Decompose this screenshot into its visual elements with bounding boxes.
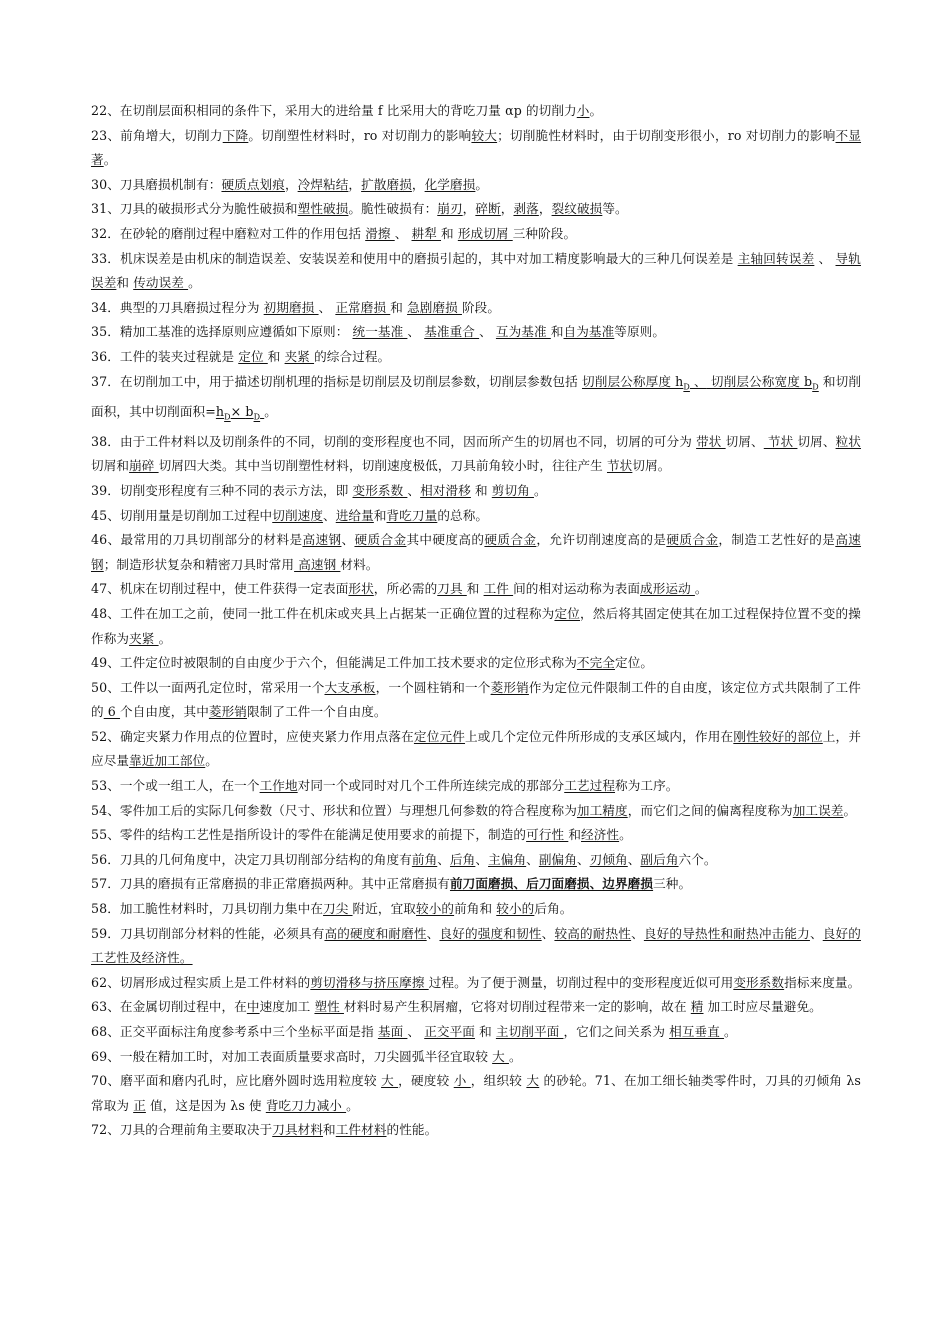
question-text: 指标来度量。 [784,974,861,990]
question-text: 和 [550,324,564,340]
question-text: 。 [619,827,632,843]
question-text: 48、工件在加工之前，使同一批工件在机床或夹具上占据某一正确位置的过程称为 [91,605,555,621]
question-text: 阶段。 [461,299,501,315]
answer-blank: 副后角 [640,851,679,867]
answer-blank: 相互垂直 [669,1024,725,1039]
answer-blank: 崩碎 [129,458,159,474]
answer-blank: 高速钢 [302,532,342,548]
question-text: 、 [426,925,440,941]
question-text: 、 [407,1024,425,1039]
question-text: 和 [390,299,408,315]
answer-blank: 大支承板 [324,679,376,695]
question-text: 59．刀具切削部分材料的性能，必须具有 [91,925,325,941]
question-text: 。 [843,802,857,818]
question-text: 。 [694,581,708,597]
question-text: 31、刀具的破损形式分为脆性破损和 [91,201,298,217]
answer-blank: 塑性破损 [297,201,349,217]
question-text: 切屑和 [91,458,130,474]
question-text: 和 [470,482,492,498]
answer-blank: 变形系数 [352,482,408,498]
answer-blank: D [224,412,231,422]
answer-blank: 剪切滑移与挤压摩擦 [310,974,429,990]
answer-blank: 定位 [238,348,268,364]
question-text: 、 [437,851,450,867]
answer-blank: 、 [689,373,707,389]
answer-blank: 塑性 [314,999,344,1015]
answer-blank: 硬质点划痕 [221,176,285,192]
answer-blank: 统一基准 [352,324,408,340]
question-text: 、 [479,324,496,340]
answer-blank: 形状 [348,581,374,597]
question-text: 六个。 [678,851,717,867]
answer-blank: 粒状 [835,433,861,449]
question-paragraph [91,370,861,430]
question-text: 前角和 [454,901,497,917]
answer-blank: 菱形销 [208,704,247,720]
question-text: 。 [205,753,218,769]
answer-blank: 正 [133,1097,146,1113]
question-text: 、 [627,851,641,867]
answer-blank: 高速钢 [91,532,862,572]
answer-blank: h [215,403,225,419]
question-text: 。 [158,630,172,646]
question-text: 限制了工件一个自由度。 [246,704,387,720]
answer-blank: 主轴回转误差 [737,250,815,266]
answer-blank: 下降 [222,127,249,143]
question-text: 39．切削变形程度有三种不同的表示方法，即 [91,482,353,498]
question-text: 52、确定夹紧力作用点的位置时，应使夹紧力作用点落在 [91,728,414,744]
answer-blank: D [253,412,261,422]
answer-blank: 硬质合金 [354,532,407,548]
question-paragraph [91,1069,861,1118]
answer-blank: 切削层公称宽度 b [706,373,813,389]
answer-blank: 背吃刀量 [386,507,438,523]
question-text: 切屑。 [632,458,671,474]
question-text: 、 [341,532,355,548]
question-paragraph [91,651,861,676]
question-text: ， [284,176,298,192]
question-paragraph [91,99,861,124]
answer-blank: 基面 [377,1024,408,1039]
answer-blank: 前角 [411,851,438,867]
question-paragraph [91,971,861,996]
question-paragraph [91,922,861,971]
answer-blank: D [812,382,819,392]
question-paragraph [91,725,861,774]
answer-blank: 不显著 [91,127,862,168]
answer-blank: 形成切屑 [457,225,513,241]
question-text: 70、磨平面和磨内孔时，应比磨外圆时选用粒度较 [91,1073,382,1089]
question-text: 上，并应尽量 [91,728,862,769]
question-text: 45、切削用量是切削加工过程中 [91,507,273,523]
answer-blank: 良好的导热性和耐热冲击能力 [643,925,810,941]
answer-blank: 刚性较好的部位 [733,728,823,744]
answer-blank: 崩刃 [437,201,463,217]
answer-blank: 副偏角 [538,851,577,867]
question-text: 定位。 [615,655,654,671]
question-text: 、 [809,925,823,941]
question-text: 46、最常用的刀具切削部分的材料是 [91,532,303,548]
question-paragraph [91,320,861,345]
answer-blank: 大 [526,1073,540,1089]
answer-blank: 相对滑移 [420,482,471,498]
question-paragraph [91,1045,861,1070]
answer-blank: × [230,403,246,419]
answer-blank: 较大 [471,127,498,143]
question-text: 36．工件的装夹过程就是 [91,348,239,364]
question-paragraph [91,774,861,799]
question-text: 个自由度，其中 [120,704,209,720]
question-text: 和 [568,827,582,843]
question-text: ，一个圆柱销和一个 [375,679,491,695]
answer-blank: 互为基准 [495,324,551,340]
answer-blank: 急剧磨损 [407,299,462,315]
answer-blank: 剥落 [513,201,539,217]
answer-blank: 扩散磨损 [361,176,412,192]
question-text: 57．刀具的磨损有正常磨损的非正常磨损两种。其中正常磨损有 [91,876,450,892]
answer-blank: 高速钢 [294,556,341,572]
answer-blank: 工件材料 [335,1122,387,1138]
question-text: 69、一般在精加工时，对加工表面质量要求高时，刀尖圆弧半径宜取较 [91,1048,493,1064]
answer-blank: 小 [576,103,590,118]
question-paragraph [91,173,861,198]
question-text: 材料。 [340,556,379,572]
question-text: 对同一个或同时对几个工件所连续完成的那部分 [297,778,565,794]
question-paragraph [91,345,861,370]
question-text: 22、在切削层面积相同的条件下，采用大的进给量 f 比采用大的背吃刀量 αp 的切削力 [91,103,577,118]
question-text: 38．由于工件材料以及切削条件的不同，切削的变形程度也不同，因而所产生的切屑也不同，切屑的可分为 [91,433,697,449]
question-text: 称为工序。 [615,778,679,794]
question-text: 的砂轮。71、在加工细长轴类零件时，刀具的刃倾角 λs 常取为 [91,1073,861,1113]
answer-blank: 硬质合金 [484,532,537,548]
question-text: 。脆性破损有： [348,201,438,217]
answer-blank: 较小的 [416,901,455,917]
question-text: ， [462,201,476,217]
question-text: 等原则。 [614,324,666,340]
answer-blank: 前刀面磨损、后刀面磨损、边界磨损 [449,876,654,892]
question-text: ，它们之间关系为 [563,1024,670,1039]
question-text: 加工时应尽量避免。 [703,999,822,1015]
question-text: 过程。为了便于测量，切削过程中的变形程度近似可用 [428,974,734,990]
answer-blank: 滑擦 [365,225,395,241]
answer-blank: 良好的强度和韧性 [439,925,542,941]
question-text: 23、前角增大，切削力 [91,127,223,143]
question-text: 。 [724,1024,737,1039]
question-text: 和 [267,348,285,364]
question-text: 和 [373,507,387,523]
question-text: 作为定位元件限制工件的自由度，该定位方式共限制了工件的 [91,679,861,720]
answer-blank: 碎断 [475,201,501,217]
answer-blank: 切削层公称厚度 h [582,373,684,389]
question-text: ，而它们之间的偏离程度称为 [627,802,793,818]
question-text: 。 [475,176,489,192]
question-text: 56．刀具的几何角度中，决定刀具切削部分结构的角度有 [91,851,412,867]
question-text: 切屑四大类。其中当切削塑性材料，切削速度极低，刀具前角较小时，往往产生 [158,458,607,474]
answer-blank: 刀具材料 [272,1122,324,1138]
answer-blank: 定位元件 [413,728,466,744]
answer-blank: 主偏角 [488,851,527,867]
question-text: ， [538,201,552,217]
answer-blank: 夹紧 [129,630,159,646]
answer-blank: 刃倾角 [589,851,628,867]
question-text: 切屑、 [797,433,836,449]
question-text: 37．在切削加工中，用于描述切削机理的指标是切削层及切削层参数，切削层参数包括 [91,373,582,389]
question-text: 和 [475,1024,496,1039]
answer-blank: 精 [690,999,704,1015]
question-paragraph [91,823,861,848]
question-text: 、 [407,324,425,340]
question-text: 、 [541,925,555,941]
answer-blank: 工件 [483,581,514,597]
question-paragraph [91,296,861,321]
question-text: 三种。 [653,876,692,892]
question-text: 。 [533,482,547,498]
question-text: 和 [116,275,134,291]
answer-blank: 耕犁 [411,225,442,241]
question-paragraph [91,479,861,504]
question-text: 58．加工脆性材料时，刀具切削力集中在 [91,901,324,917]
question-text: 62、切屑形成过程实质上是工件材料的 [91,974,311,990]
question-text: 72、刀具的合理前角主要取决于 [91,1122,273,1138]
question-text: 速度加工 [259,999,315,1015]
question-text: 和切削面积，其中切削面积= [91,373,862,419]
question-text: ；切削脆性材料时，由于切削变形很小，ro 对切削力的影响 [497,127,836,143]
answer-blank: 自为基准 [563,324,615,340]
question-paragraph [91,247,861,296]
question-text: 和 [466,581,484,597]
question-text: 。 [264,403,277,419]
question-text: 。 [103,152,117,168]
answer-blank: 中 [246,999,260,1015]
question-text: 35．精加工基准的选择原则应遵循如下原则： [91,324,353,340]
answer-blank: 夹紧 [284,348,315,364]
answer-blank: 剪切角 [491,482,534,498]
answer-blank: b [245,403,254,419]
question-text: 的综合过程。 [314,348,391,364]
answer-blank: 刀尖 [323,901,353,917]
answer-blank: 主切削平面 [495,1024,564,1039]
question-text: 55、零件的结构工艺性是指所设计的零件在能满足使用要求的前提下，制造的 [91,827,527,843]
answer-blank: 正常磨损 [335,299,391,315]
question-paragraph [91,222,861,247]
question-paragraph [91,872,861,897]
question-text: ，然后将其固定使其在加工过程保持位置不变的操作称为 [91,605,861,646]
question-text: 的总称。 [437,507,489,523]
question-text: 。 [589,103,603,118]
document-body [91,99,861,1143]
question-text: 、 [814,250,836,266]
answer-blank: 节状 [763,433,798,449]
question-paragraph [91,676,861,725]
answer-blank: 不完全 [576,655,615,671]
answer-blank: 加工误差 [792,802,844,818]
question-text: ，组织较 [470,1073,527,1089]
question-text: 。 [188,275,201,291]
question-text: 值，这是因为 λs 使 [145,1097,266,1113]
answer-blank: 经济性 [581,827,620,843]
question-text: 。切削塑性材料时，ro 对切削力的影响 [248,127,472,143]
question-paragraph [91,430,861,479]
answer-blank: 切削速度 [272,507,324,523]
answer-blank: 定位 [554,605,581,621]
question-text: 材料时易产生积屑瘤，它将对切削过程带来一定的影响，故在 [343,999,691,1015]
answer-blank: 冷焊粘结 [297,176,349,192]
answer-blank: 裂纹破损 [551,201,603,217]
question-text: 、 [318,299,336,315]
question-text: ， [348,176,362,192]
answer-blank: 6 [103,704,121,720]
question-paragraph [91,1118,861,1143]
question-text: 47、机床在切削过程中，使工件获得一定表面 [91,581,349,597]
answer-blank: 进给量 [335,507,374,523]
question-text: 、 [394,225,412,241]
question-text: 32．在砂轮的磨削过程中磨粒对工件的作用包括 [91,225,366,241]
question-text: 上或几个定位元件所形成的支承区域内，作用在 [465,728,734,744]
question-text: 、 [631,925,644,941]
answer-blank: 加工精度 [576,802,628,818]
question-text: 的性能。 [386,1122,438,1138]
answer-blank: 大 [381,1073,399,1089]
question-paragraph [91,504,861,529]
question-text: 30、刀具磨损机制有： [91,176,222,192]
answer-blank: 较小的 [496,901,535,917]
answer-blank: 初期磨损 [263,299,319,315]
question-text: 等。 [602,201,628,217]
question-paragraph [91,848,861,873]
answer-blank: 背吃刀力减小 [265,1097,347,1113]
answer-blank: 良好的工艺性及经济性。 [91,925,861,966]
question-text: 33．机床误差是由机床的制造误差、安装误差和使用中的磨损引起的，其中对加工精度影响最大的三种几何误差是 [91,250,738,266]
question-paragraph [91,602,861,651]
question-paragraph [91,124,861,173]
answer-blank: 工艺过程 [564,778,616,794]
answer-blank: 传动误差 [133,275,189,291]
answer-blank: 小 [453,1073,471,1089]
answer-blank: 化学磨损 [424,176,476,192]
question-paragraph [91,897,861,922]
answer-blank: 靠近加工部位 [129,753,206,769]
question-paragraph [91,995,861,1020]
question-text: ， [411,176,425,192]
question-text: 49、工件定位时被限制的自由度少于六个，但能满足工件加工技术要求的定位形式称为 [91,655,577,671]
question-text: 、 [475,851,489,867]
answer-blank: 菱形销 [490,679,529,695]
question-text: 和 [323,1122,336,1138]
answer-blank: 高的硬度和耐磨性 [324,925,427,941]
question-text: 63、在金属切削过程中，在 [91,999,247,1015]
answer-blank: 变形系数 [733,974,785,990]
question-text: 50、工件以一面两孔定位时，常采用一个 [91,679,325,695]
question-text: ， [500,201,514,217]
question-text: ；制造形状复杂和精密刀具时常用 [103,556,295,572]
question-text: 附近，宜取 [352,901,416,917]
question-text: 切屑、 [725,433,764,449]
answer-blank: D [683,382,690,392]
answer-blank: 成形运动 [640,581,695,597]
answer-blank: 节状 [606,458,633,474]
question-text: 间的相对运动称为表面 [513,581,641,597]
question-text: 、 [323,507,336,523]
question-paragraph [91,799,861,824]
question-text: 68、正交平面标注角度参考系中三个坐标平面是指 [91,1024,378,1039]
question-text: ，硬度较 [398,1073,454,1089]
answer-blank: 导轨误差 [91,250,861,291]
answer-blank: 工作地 [259,778,298,794]
question-text: 后角。 [534,901,573,917]
question-text: ，所必需的 [373,581,438,597]
question-text: 和 [441,225,458,241]
answer-blank: 后角 [449,851,476,867]
answer-blank: 大 [492,1048,509,1064]
question-text: 34．典型的刀具磨损过程分为 [91,299,264,315]
answer-blank: 可行性 [526,827,569,843]
question-paragraph [91,577,861,602]
question-text: 53、一个或一组工人，在一个 [91,778,260,794]
question-text: 、 [407,482,421,498]
answer-blank: 较高的耐热性 [554,925,632,941]
answer-blank: 正交平面 [424,1024,475,1039]
answer-blank: 基准重合 [424,324,480,340]
question-text: 、 [526,851,539,867]
question-text: ，允许切削速度高的是 [536,532,667,548]
answer-blank: 带状 [696,433,726,449]
question-text: 。 [508,1048,522,1064]
question-paragraph [91,1020,861,1045]
question-text: 、 [576,851,590,867]
answer-blank: 刀具 [437,581,467,597]
question-text: 其中硬度高的 [406,532,485,548]
answer-blank: 硬质合金 [666,532,719,548]
question-paragraph [91,197,861,222]
question-text: 54、零件加工后的实际几何参数（尺寸、形状和位置）与理想几何参数的符合程度称为 [91,802,577,818]
question-paragraph [91,528,861,577]
question-text: 。 [346,1097,359,1113]
question-text: ，制造工艺性好的是 [718,532,836,548]
question-text: 三种阶段。 [512,225,577,241]
